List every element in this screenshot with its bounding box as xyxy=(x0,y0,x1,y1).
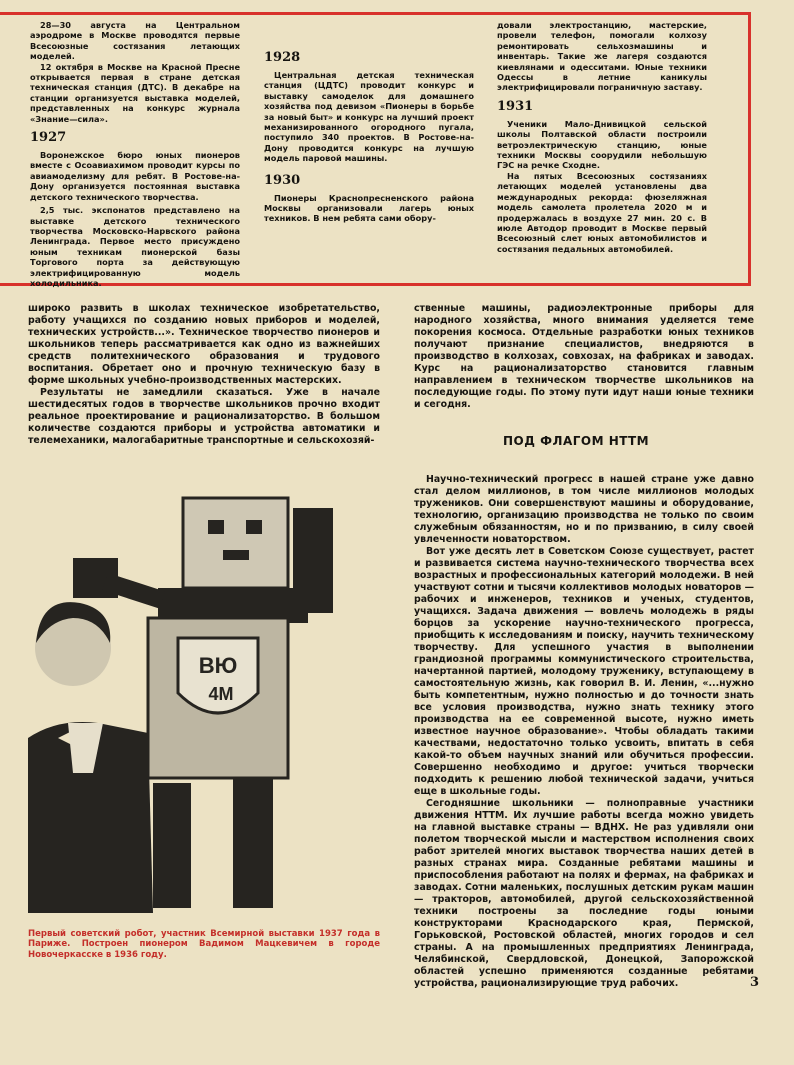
robot-leg-right xyxy=(233,778,273,908)
article-paragraph: Научно-технический прогресс в нашей стране уже давно стал делом миллионов, в том числе миллионов молодых тружеников. Они совершенствуют машины и оборудование, технологию, организацию производства не только по своим служебным обязанностям, но и по призванию, в силу своей увлеченности новаторством. xyxy=(414,474,754,545)
article-right-column xyxy=(414,303,754,411)
year-heading: 1931 xyxy=(497,98,534,114)
article-paragraph: широко развить в школах техническое изобретательство, работу учащихся по созданию новых приборов и моделей, технических устройств...». Техническое творчество пионеров и школьников теперь рассматривается как одно из важнейших средств политехнического образования и трудового воспитания. Обретает оно и прочную техническую базу в форме школьных учебно-производственных мастерских. xyxy=(28,303,380,386)
chronology-paragraph: довали электростанцию, мастерские, провели телефон, помогали колхозу ремонтировать сельхозмашины и инвентарь. Такие же лагеря создаются киевлянами и одесситами. Юные техники Одессы в летние каникулы электрифицировали пограничную заставу. xyxy=(497,20,707,93)
chronology-paragraph: 12 октября в Москве на Красной Пресне открывается первая в стране детская техническая станция (ДТС). В декабре на станции организуется выставка моделей, представленных на конкурс журнала «Знание—сила». xyxy=(30,61,240,124)
year-heading: 1930 xyxy=(264,172,301,188)
robot-mouth xyxy=(223,550,249,560)
chronology-column-2 xyxy=(264,44,474,224)
robot-eye-right xyxy=(246,520,262,534)
chronology-paragraph: Ученики Мало-Днивицкой сельской школы Полтавской области построили ветроэлектрическую станцию, юные техники Москвы соорудили небольшую ГЭС на речке Сходне. xyxy=(497,118,707,171)
year-heading: 1927 xyxy=(30,130,67,146)
year-heading: 1928 xyxy=(264,50,301,65)
article-paragraph: Вот уже десять лет в Советском Союзе существует, растет и развивается система научно-технического творчества всех возрастных и профессиональных категорий молодежи. В ней участвуют сотни и тысячи коллективов молодых новаторов — рабочих и инженеров, техников и ученых, студентов, учащихся. Задача движения — вовлечь молодежь в ряды борцов за ускорение научно-технического прогресса, приобщить к исследованиям и поиску, научить техническому творчеству. Для успешного участия в выполнении грандиозной программы коммунистического строительства, начертанной партией, молодому труженику, вступающему в самостоятельную жизнь, как говорил В. И. Ленин, «...нужно быть компетентным, нужно полностью и до точности знать все условия производства, нужно знать технику этого производства на ее современной высоте, нужно иметь известное научное образование». Чтобы обладать такими качествами, недостаточно только усвоить, впитать в себя какой-то объем научных знаний или обучиться профессии. Совершенно необходимо и другое: учиться творчески подходить к решению любой технической задачи, учиться еще в школьные годы. xyxy=(414,546,754,797)
nttm-section xyxy=(414,474,754,990)
chronology-column-1 xyxy=(30,20,240,288)
robot-eye-left xyxy=(208,520,224,534)
chronology-paragraph: Пионеры Краснопресненского района Москвы организовали лагерь юных техников. В нем ребята сами обору- xyxy=(264,192,474,224)
chronology-paragraph: 28—30 августа на Центральном аэродроме в Москве проводятся первые Всесоюзные состязания летающих моделей. xyxy=(30,20,240,62)
chronology-paragraph: Воронежское бюро юных пионеров вместе с Осоавиахимом проводит курсы по авиамоделизму для ребят. В Ростове-на-Дону организуется постоянная выставка детского технического творчества. xyxy=(30,150,240,202)
page-number: 3 xyxy=(750,975,760,990)
chronology-paragraph: На пятых Всесоюзных состязаниях летающих моделей установлены два международных рекорда: фюзеляжная модель самолета пролетела 2020 м и продержалась в воздухе 27 мин. 20 с. В июле Автодор проводит в Москве первый Всесоюзный слет юных автомобилистов и состязания педальных автомобилей. xyxy=(497,170,707,254)
chronology-paragraph: Центральная детская техническая станция (ЦДТС) проводит конкурс и выставку самоделок для домашнего хозяйства под девизом «Пионеры в борьбе за новый быт» и конкурс на лучший проект механизированного огородного пугала, поступило 340 проектов. В Ростове-на-Дону проводится конкурс на лучшую модель паровой машины. xyxy=(264,70,474,164)
article-paragraph: ственные машины, радиоэлектронные приборы для народного хозяйства, много внимания уделяется теме покорения космоса. Отдельные разработки юных техников получают признание специалистов, внедряются в производство в колхозах, совхозах, на фабриках и заводах. Курс на рационализаторство становится главным направлением в техническом творчестве школьников на последующие годы. По этому пути идут наши юные техники и сегодня. xyxy=(414,303,754,410)
section-heading: ПОД ФЛАГОМ НТТМ xyxy=(503,434,650,448)
robot-illustration xyxy=(28,478,380,913)
chronology-column-3 xyxy=(497,20,707,254)
article-paragraph: Результаты не замедлили сказаться. Уже в начале шестидесятых годов в творчестве школьников прочно входит реальное проектирование и рационализаторство. В большом количестве создаются приборы и устройства автоматики и телемеханики, малогабаритные транспортные и сельскохозяй- xyxy=(28,387,380,446)
chronology-paragraph: 2,5 тыс. экспонатов представлено на выставке детского технического творчества Московско-Нарвского района Ленинграда. Первое место присуждено юным техникам пионерской базы Торгового порта за действующую электрифицированную модель холодильника. xyxy=(30,205,240,288)
article-left-column xyxy=(28,303,380,447)
figure-caption: Первый советский робот, участник Всемирной выставки 1937 года в Париже. Построен пионером Вадимом Мацкевичем в городе Новочеркасске в 1936 году. xyxy=(28,929,380,960)
article-paragraph: Сегодняшние школьники — полноправные участники движения НТТМ. Их лучшие работы всегда можно увидеть на главной выставке страны — ВДНХ. Не раз удивляли они полетом творческой мысли и мастерством исполнения своих работ зрителей многих выставок творчества наших детей в разных странах мира. Созданные ребятами машины и приспособления работают на полях и фермах, на фабриках и заводах. Сотни маленьких, послушных детским рукам машин — тракторов, автомобилей, другой сельскохозяйственной техники построены за последние годы юными конструкторами Краснодарского края, Пермской, Горьковской, Ростовской областей, многих городов и сел страны. А на промышленных предприятиях Ленинграда, Челябинской, Свердловской, Донецкой, Запорожской областей успешно применяются созданные ребятами устройства, рационализирующие труд рабочих. xyxy=(414,798,754,989)
emblem-letters-top: ВЮ xyxy=(198,653,238,678)
robot-leg-left xyxy=(153,783,191,908)
emblem-letters-bottom: 4М xyxy=(208,684,234,704)
robot-head xyxy=(183,498,288,588)
robot-photo xyxy=(28,478,380,913)
